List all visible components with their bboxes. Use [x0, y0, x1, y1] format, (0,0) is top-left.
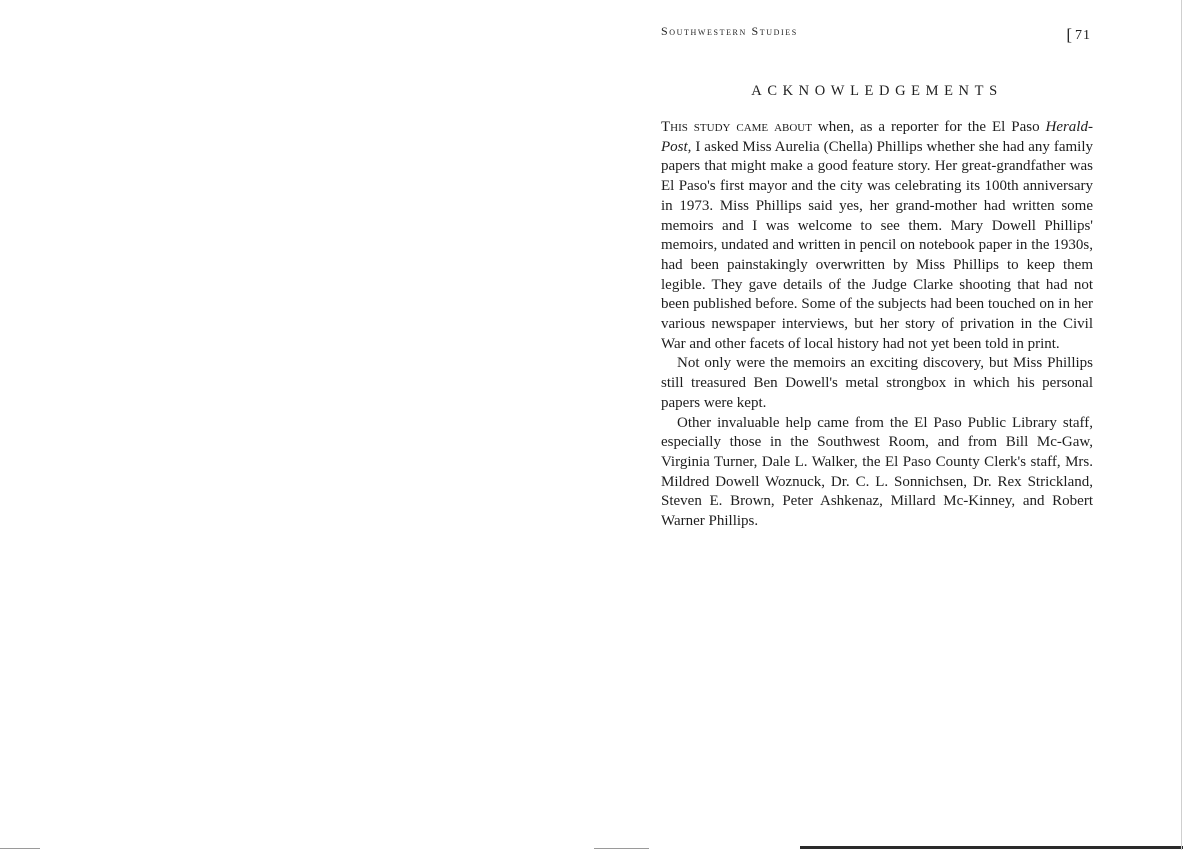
paragraph-1-text-rest: I asked Miss Aurelia (Chella) Phillips whether she had any family papers that might make a good feature story. Her great-grandfather was El Paso's first mayor and the city was celebrating its 100th anniversary in 1973. Miss Phillips said yes, her grand-mother had written some memoirs and I was welcome to see them. Mary Dowell Phillips' memoirs, undated and written in pencil on notebook paper in the 1930s, had been painstakingly overwritten by Miss Phillips to keep them legible. They gave details of the Judge Clarke shooting that had not been published before. Some of the subjects had been touched on in her various newspaper interviews, but her story of privation in the Civil War and other facets of local history had not yet been told in print. [661, 138, 1093, 352]
page-number: 71 [1075, 28, 1091, 43]
paragraph-1-text-start: when, as a reporter for the El Paso [811, 119, 1046, 135]
scan-edge-line-right [800, 846, 1183, 849]
page-number-bracket: [ [1066, 25, 1073, 44]
paragraph-1 [661, 118, 1093, 354]
running-title: Southwestern Studies [661, 24, 798, 38]
scan-edge-line-left [0, 848, 40, 849]
paragraph-2: Not only were the memoirs an exciting discovery, but Miss Phillips still treasured Ben Dowell's metal strongbox in which his personal papers were kept. [661, 355, 1093, 411]
paragraph-3: Other invaluable help came from the El Paso Public Library staff, especially those in the Southwest Room, and from Bill Mc-Gaw, Virginia Turner, Dale L. Walker, the El Paso County Clerk's staff, Mrs. Mildred Dowell Woznuck, Dr. C. L. Sonnichsen, Dr. Rex Strickland, Steven E. Brown, Peter Ashkenaz, Millard Mc-Kinney, and Robert Warner Phillips. [661, 414, 1093, 530]
lead-in-small-caps: This study came about [661, 119, 812, 135]
newspaper-title: Herald-Post, [661, 119, 1093, 155]
scan-edge-line-mid [594, 848, 649, 849]
section-heading: ACKNOWLEDGEMENTS [751, 83, 1003, 99]
page-number-group [1066, 24, 1091, 44]
running-head [661, 24, 1093, 42]
scan-edge-right [1181, 0, 1182, 850]
body-text [661, 118, 1093, 532]
